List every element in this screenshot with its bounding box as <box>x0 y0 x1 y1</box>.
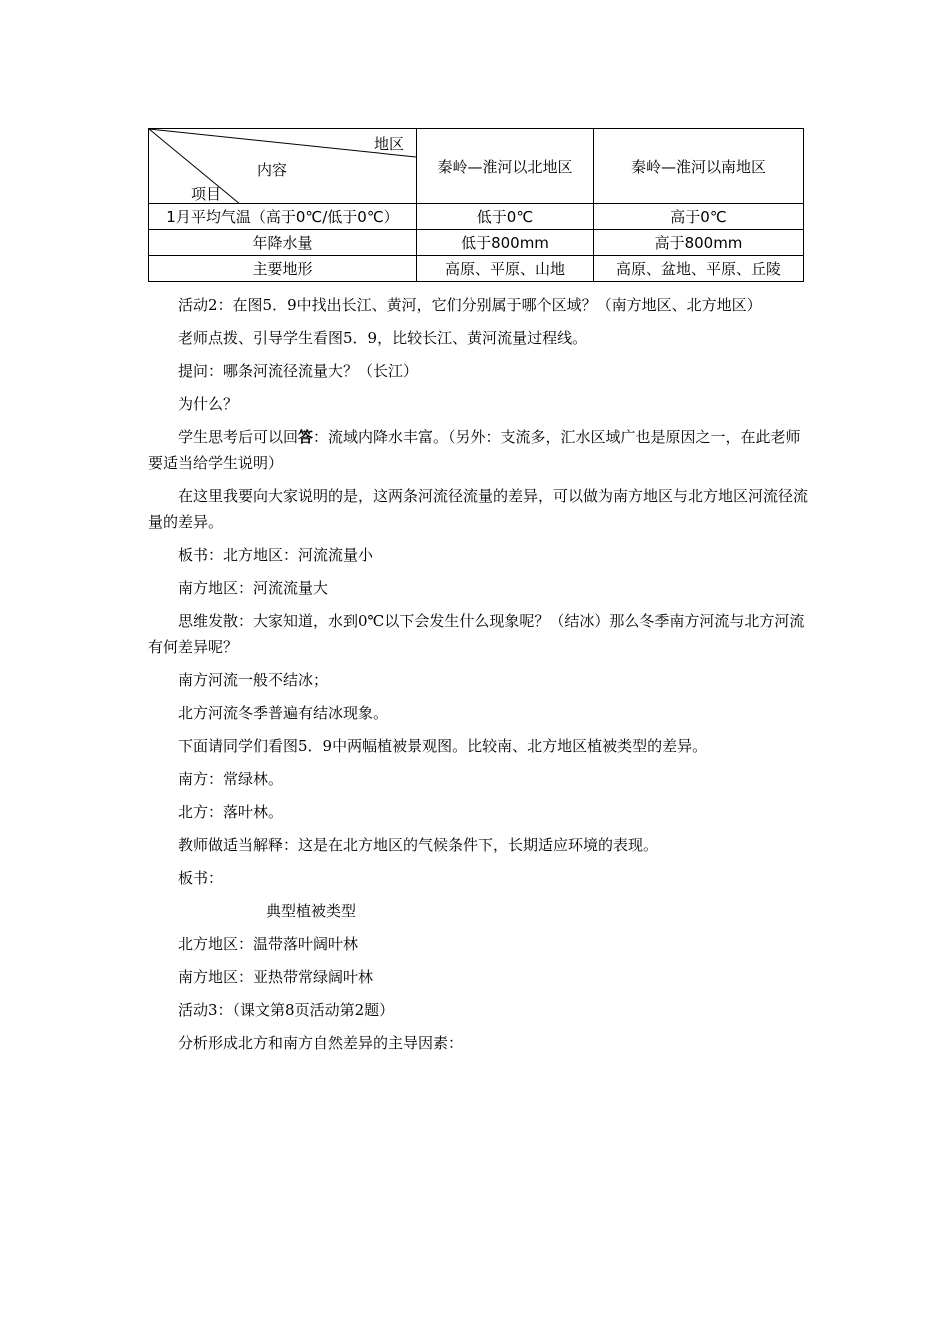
paragraph: 南方地区：河流流量大 <box>178 579 329 597</box>
paragraph: 南方河流一般不结冰； <box>178 671 329 689</box>
diagonal-header-cell <box>149 129 417 204</box>
paragraph: 在这里我要向大家说明的是，这两条河流径流量的差异，可以做为南方地区与北方地区河流径流量的差异。 <box>148 487 809 531</box>
paragraph-activity-2: 活动2：在图5．9中找出长江、黄河，它们分别属于哪个区域？（南方地区、北方地区） <box>178 296 762 314</box>
paragraph: 为什么？ <box>178 395 239 413</box>
answer-prefix: 学生思考后可以回 <box>178 428 299 446</box>
paragraph: 教师做适当解释：这是在北方地区的气候条件下，长期适应环境的表现。 <box>178 836 659 854</box>
cell-north: 低于0℃ <box>417 204 594 230</box>
table-row <box>149 256 804 282</box>
blackboard-heading: 典型植被类型 <box>266 902 357 920</box>
diag-label-content: 内容 <box>257 161 288 179</box>
paragraph: 思维发散：大家知道，水到0℃以下会发生什么现象呢？（结冰）那么冬季南方河流与北方河流有何差异呢？ <box>148 612 805 656</box>
diag-label-item: 项目 <box>191 185 222 203</box>
cell-south: 高原、盆地、平原、丘陵 <box>594 256 804 282</box>
paragraph-blackboard: 板书： <box>178 869 224 887</box>
row-label: 主要地形 <box>149 256 417 282</box>
table-header-row <box>149 129 804 204</box>
header-north: 秦岭—淮河以北地区 <box>417 129 594 204</box>
answer-bold: 答 <box>298 428 314 446</box>
cell-north: 高原、平原、山地 <box>417 256 594 282</box>
paragraph: 北方：落叶林。 <box>178 803 284 821</box>
cell-south: 高于0℃ <box>594 204 804 230</box>
table-row <box>149 230 804 256</box>
paragraph: 分析形成北方和南方自然差异的主导因素： <box>178 1034 464 1052</box>
comparison-table <box>148 128 804 282</box>
paragraph: 北方地区：温带落叶阔叶林 <box>178 935 359 953</box>
header-south: 秦岭—淮河以南地区 <box>594 129 804 204</box>
paragraph-blackboard: 板书：北方地区：河流流量小 <box>178 546 374 564</box>
diag-label-region: 地区 <box>373 135 404 153</box>
paragraph-question: 提问：哪条河流径流量大？（长江） <box>178 362 419 380</box>
paragraph: 南方地区：亚热带常绿阔叶林 <box>178 968 374 986</box>
paragraph: 下面请同学们看图5．9中两幅植被景观图。比较南、北方地区植被类型的差异。 <box>178 737 708 755</box>
paragraph: 南方：常绿林。 <box>178 770 284 788</box>
paragraph: 北方河流冬季普遍有结冰现象。 <box>178 704 389 722</box>
answer-text: ：流域内降水丰富。（另外：支流多，汇水区域广也是原因之一，在此老师要适当给学生说明） <box>148 428 801 472</box>
row-label: 年降水量 <box>149 230 417 256</box>
paragraph-activity-3: 活动3：（课文第8页活动第2题） <box>178 1001 395 1019</box>
cell-north: 低于800mm <box>417 230 594 256</box>
paragraph-answer <box>148 424 808 476</box>
paragraph: 老师点拨、引导学生看图5．9，比较长江、黄河流量过程线。 <box>178 329 588 347</box>
body-text <box>148 292 808 1063</box>
row-label: 1月平均气温（高于0℃/低于0℃） <box>149 204 417 230</box>
cell-south: 高于800mm <box>594 230 804 256</box>
table-row <box>149 204 804 230</box>
